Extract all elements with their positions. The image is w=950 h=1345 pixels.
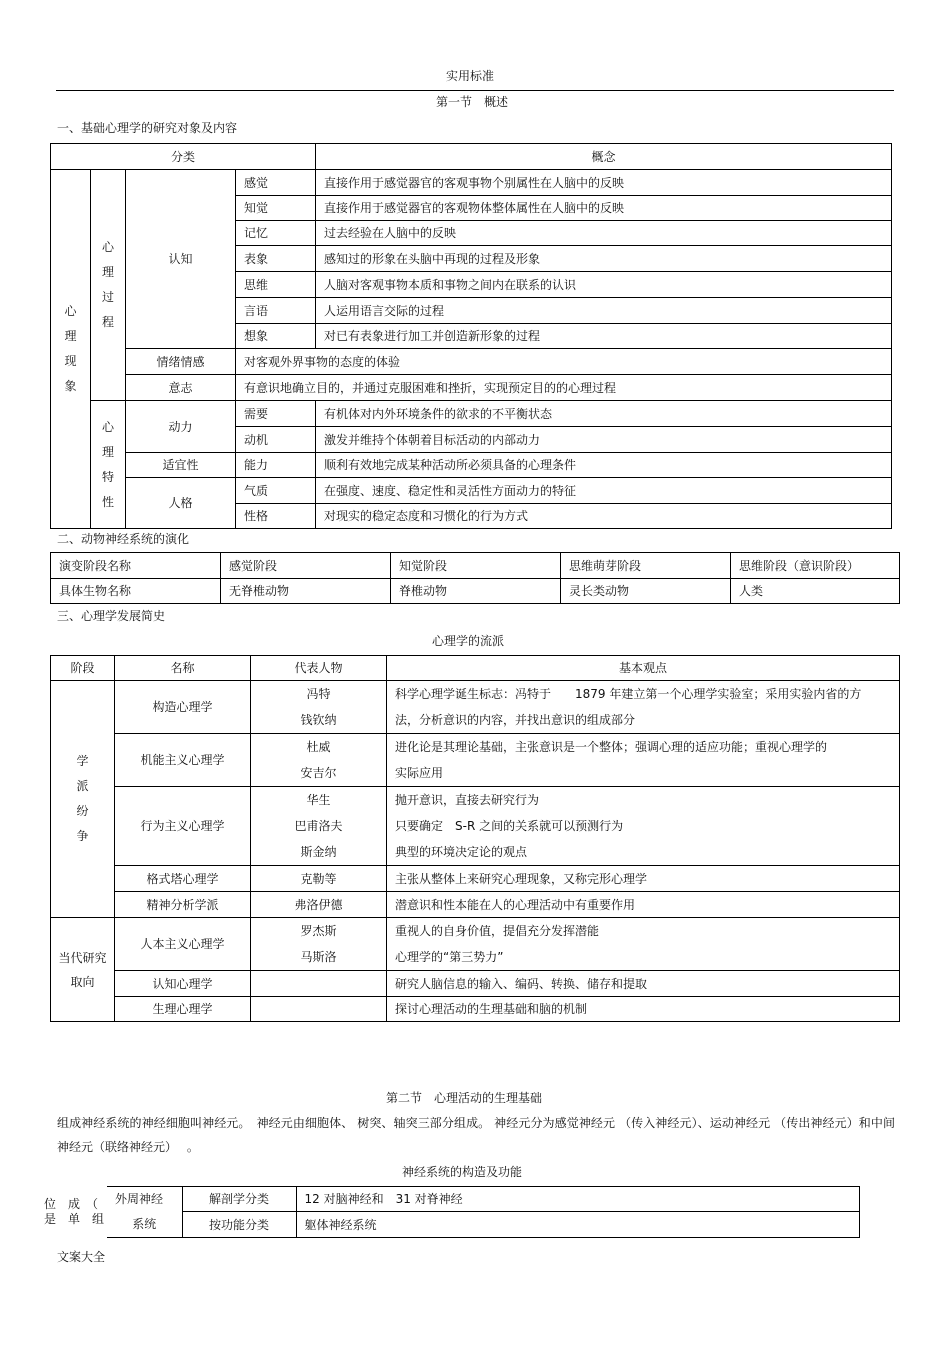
school-people: 克勒等 [251,866,387,892]
part1-heading: 一、基础心理学的研究对象及内容 [57,121,238,135]
school-people: 杜威 安吉尔 [251,734,387,787]
term-cell: 需要 [236,401,316,427]
evolution-cell: 脊椎动物 [391,579,561,604]
fragment-col1-top: 位 成 （ [44,1197,99,1211]
evolution-cell: 具体生物名称 [51,579,221,604]
part3-heading: 三、心理学发展简史 [57,609,166,623]
evolution-cell: 感觉阶段 [221,553,391,579]
group-phenomena: 心理现象 [51,170,91,529]
schools-table-title: 心理学的流派 [432,634,505,648]
school-view: 抛开意识，直接去研究行为 只要确定 S-R 之间的关系就可以预测行为 典型的环境决定论的观点 [387,787,900,866]
school-view: 重视人的自身价值，提倡充分发挥潜能 心理学的“第三势力” [387,918,900,971]
group-process: 心理过程 [91,170,126,401]
concept-cell: 对现实的稳定态度和习惯化的行为方式 [316,504,892,529]
anat-value: 12 对脑神经和 31 对脊神经 [296,1187,859,1212]
term-cell: 表象 [236,246,316,272]
evolution-cell: 思维萌芽阶段 [561,553,731,579]
school-name: 格式塔心理学 [115,866,251,892]
neuron-paragraph: 组成神经系统的神经细胞叫神经元。 神经元由细胞体、 树突、轴突三部分组成。 神经元分为感觉神经元 （传入神经元）、运动神经元 （传出神经元）和中间神经元（联络神经元） 。 [57,1116,895,1154]
adapt-label: 适宜性 [126,453,236,478]
term-cell: 性格 [236,504,316,529]
header-rule [56,90,894,91]
part2-heading: 二、动物神经系统的演化 [57,532,190,546]
school-people: 罗杰斯 马斯洛 [251,918,387,971]
term-cell: 能力 [236,453,316,478]
evolution-cell: 人类 [731,579,900,604]
page-header: 实用标准 [446,69,495,83]
stage-contemporary: 当代研究取向 [51,918,115,1022]
evolution-cell: 演变阶段名称 [51,553,221,579]
term-cell: 思维 [236,272,316,298]
term-cell: 言语 [236,298,316,324]
concept-cell: 过去经验在人脑中的反映 [316,221,892,246]
school-view: 进化论是其理论基础，主张意识是一个整体；强调心理的适应功能；重视心理学的 实际应用 [387,734,900,787]
evolution-cell: 灵长类动物 [561,579,731,604]
evolution-cell: 知觉阶段 [391,553,561,579]
school-name: 人本主义心理学 [115,918,251,971]
sub-cognition: 认知 [126,170,236,349]
term-cell: 知觉 [236,196,316,221]
concept-cell: 直接作用于感觉器官的客观物体整体属性在人脑中的反映 [316,196,892,221]
peripheral-label: 外周神经 [107,1187,182,1212]
school-name: 精神分析学派 [115,892,251,918]
func-label: 按功能分类 [182,1212,296,1238]
evolution-cell: 无脊椎动物 [221,579,391,604]
school-view: 研究人脑信息的输入、编码、转换、储存和提取 [387,971,900,997]
school-view: 科学心理学诞生标志：冯特于 1879 年建立第一个心理学实验室；采用实验内省的方 法，分析意识的内容，并找出意识的组成部分 [387,681,900,734]
nervous-table [107,1186,860,1238]
col-header-name: 名称 [115,656,251,681]
school-name: 构造心理学 [115,681,251,734]
term-cell: 想象 [236,324,316,349]
evolution-table [50,552,900,604]
col-header-view: 基本观点 [387,656,900,681]
school-view: 主张从整体上来研究心理现象，又称完形心理学 [387,866,900,892]
emotion-label: 情绪情感 [126,349,236,375]
phenomena-table [50,143,892,529]
section1-title: 第一节 概述 [436,95,509,109]
nervous-table-title: 神经系统的构造及功能 [402,1165,523,1179]
term-cell: 动机 [236,427,316,453]
section2-title: 第二节 心理活动的生理基础 [386,1091,543,1105]
group-trait: 心理特性 [91,401,126,529]
page-footer: 文案大全 [57,1250,106,1264]
emotion-concept: 对客观外界事物的态度的体验 [236,349,892,375]
concept-cell: 激发并维持个体朝着目标活动的内部动力 [316,427,892,453]
col-header-stage: 阶段 [51,656,115,681]
stage-schools: 学派纷争 [51,681,115,918]
col-header-concept: 概念 [316,144,892,170]
concept-cell: 人运用语言交际的过程 [316,298,892,324]
school-people: 华生 巴甫洛夫 斯金纳 [251,787,387,866]
concept-cell: 在强度、速度、稳定性和灵活性方面动力的特征 [316,478,892,504]
school-people [251,997,387,1022]
school-name: 机能主义心理学 [115,734,251,787]
concept-cell: 对已有表象进行加工并创造新形象的过程 [316,324,892,349]
concept-cell: 感知过的形象在头脑中再现的过程及形象 [316,246,892,272]
school-name: 生理心理学 [115,997,251,1022]
personality-label: 人格 [126,478,236,529]
school-people [251,971,387,997]
concept-cell: 人脑对客观事物本质和事物之间内在联系的认识 [316,272,892,298]
school-name: 认知心理学 [115,971,251,997]
evolution-cell: 思维阶段（意识阶段） [731,553,900,579]
concept-cell: 直接作用于感觉器官的客观事物个别属性在人脑中的反映 [316,170,892,196]
col-header-people: 代表人物 [251,656,387,681]
will-concept: 有意识地确立目的，并通过克服困难和挫折，实现预定目的的心理过程 [236,375,892,401]
func-value: 躯体神经系统 [296,1212,859,1238]
concept-cell: 有机体对内外环境条件的欲求的不平衡状态 [316,401,892,427]
school-people: 弗洛伊德 [251,892,387,918]
school-view: 探讨心理活动的生理基础和脑的机制 [387,997,900,1022]
schools-table [50,655,900,1022]
concept-cell: 顺利有效地完成某种活动所必须具备的心理条件 [316,453,892,478]
fragment-col1-bottom: 是 单 组 [44,1212,105,1226]
anat-label: 解剖学分类 [182,1187,296,1212]
will-label: 意志 [126,375,236,401]
term-cell: 气质 [236,478,316,504]
school-view: 潜意识和性本能在人的心理活动中有重要作用 [387,892,900,918]
system-label: 系统 [107,1212,182,1238]
term-cell: 记忆 [236,221,316,246]
school-name: 行为主义心理学 [115,787,251,866]
motivation-label: 动力 [126,401,236,453]
col-header-category: 分类 [51,144,316,170]
school-people: 冯特 钱钦纳 [251,681,387,734]
term-cell: 感觉 [236,170,316,196]
